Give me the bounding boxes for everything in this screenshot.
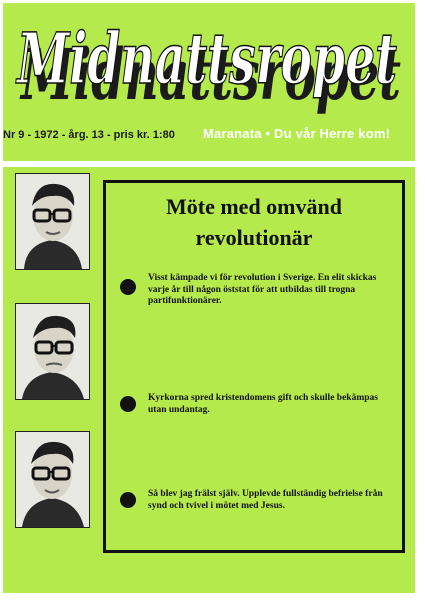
masthead-logo xyxy=(3,3,415,115)
article-paragraph-2: Kyrkorna spred kristendomens gift och skulle bekämpas utan undantag. xyxy=(148,393,378,415)
portrait-icon xyxy=(16,432,89,527)
divider-band xyxy=(3,161,415,167)
article-paragraph-3: Så blev jag frälst själv. Upplevde fullständig befrielse från synd och tvivel i mötet med Jesus. xyxy=(148,489,383,511)
slogan: Maranata • Du vår Herre kom! xyxy=(203,126,391,141)
masthead-title-shadow: Midnattsropet xyxy=(19,33,402,115)
issue-line: Nr 9 - 1972 - årg. 13 - pris kr. 1:80 xyxy=(3,129,175,141)
bullet-dot-icon xyxy=(120,279,136,295)
article-headline: Möte med omvänd revolutionär xyxy=(166,194,342,250)
masthead-title: Midnattsropet xyxy=(15,17,398,100)
article-box xyxy=(103,180,405,553)
magazine-cover xyxy=(3,3,415,593)
bullet-dot-icon xyxy=(120,492,136,508)
article-paragraph-1: Visst kämpade vi för revolution i Sverige. En elit skickas varje år till någon öststat för att utbildas till trogna partifunktionärer. xyxy=(148,273,377,306)
portrait-icon xyxy=(16,174,89,269)
masthead xyxy=(3,3,415,115)
bullet-dot-icon xyxy=(120,396,136,412)
portrait-icon xyxy=(16,304,89,399)
portrait-photo-1 xyxy=(15,173,90,270)
portrait-photo-2 xyxy=(15,303,90,400)
portrait-photo-3 xyxy=(15,431,90,528)
